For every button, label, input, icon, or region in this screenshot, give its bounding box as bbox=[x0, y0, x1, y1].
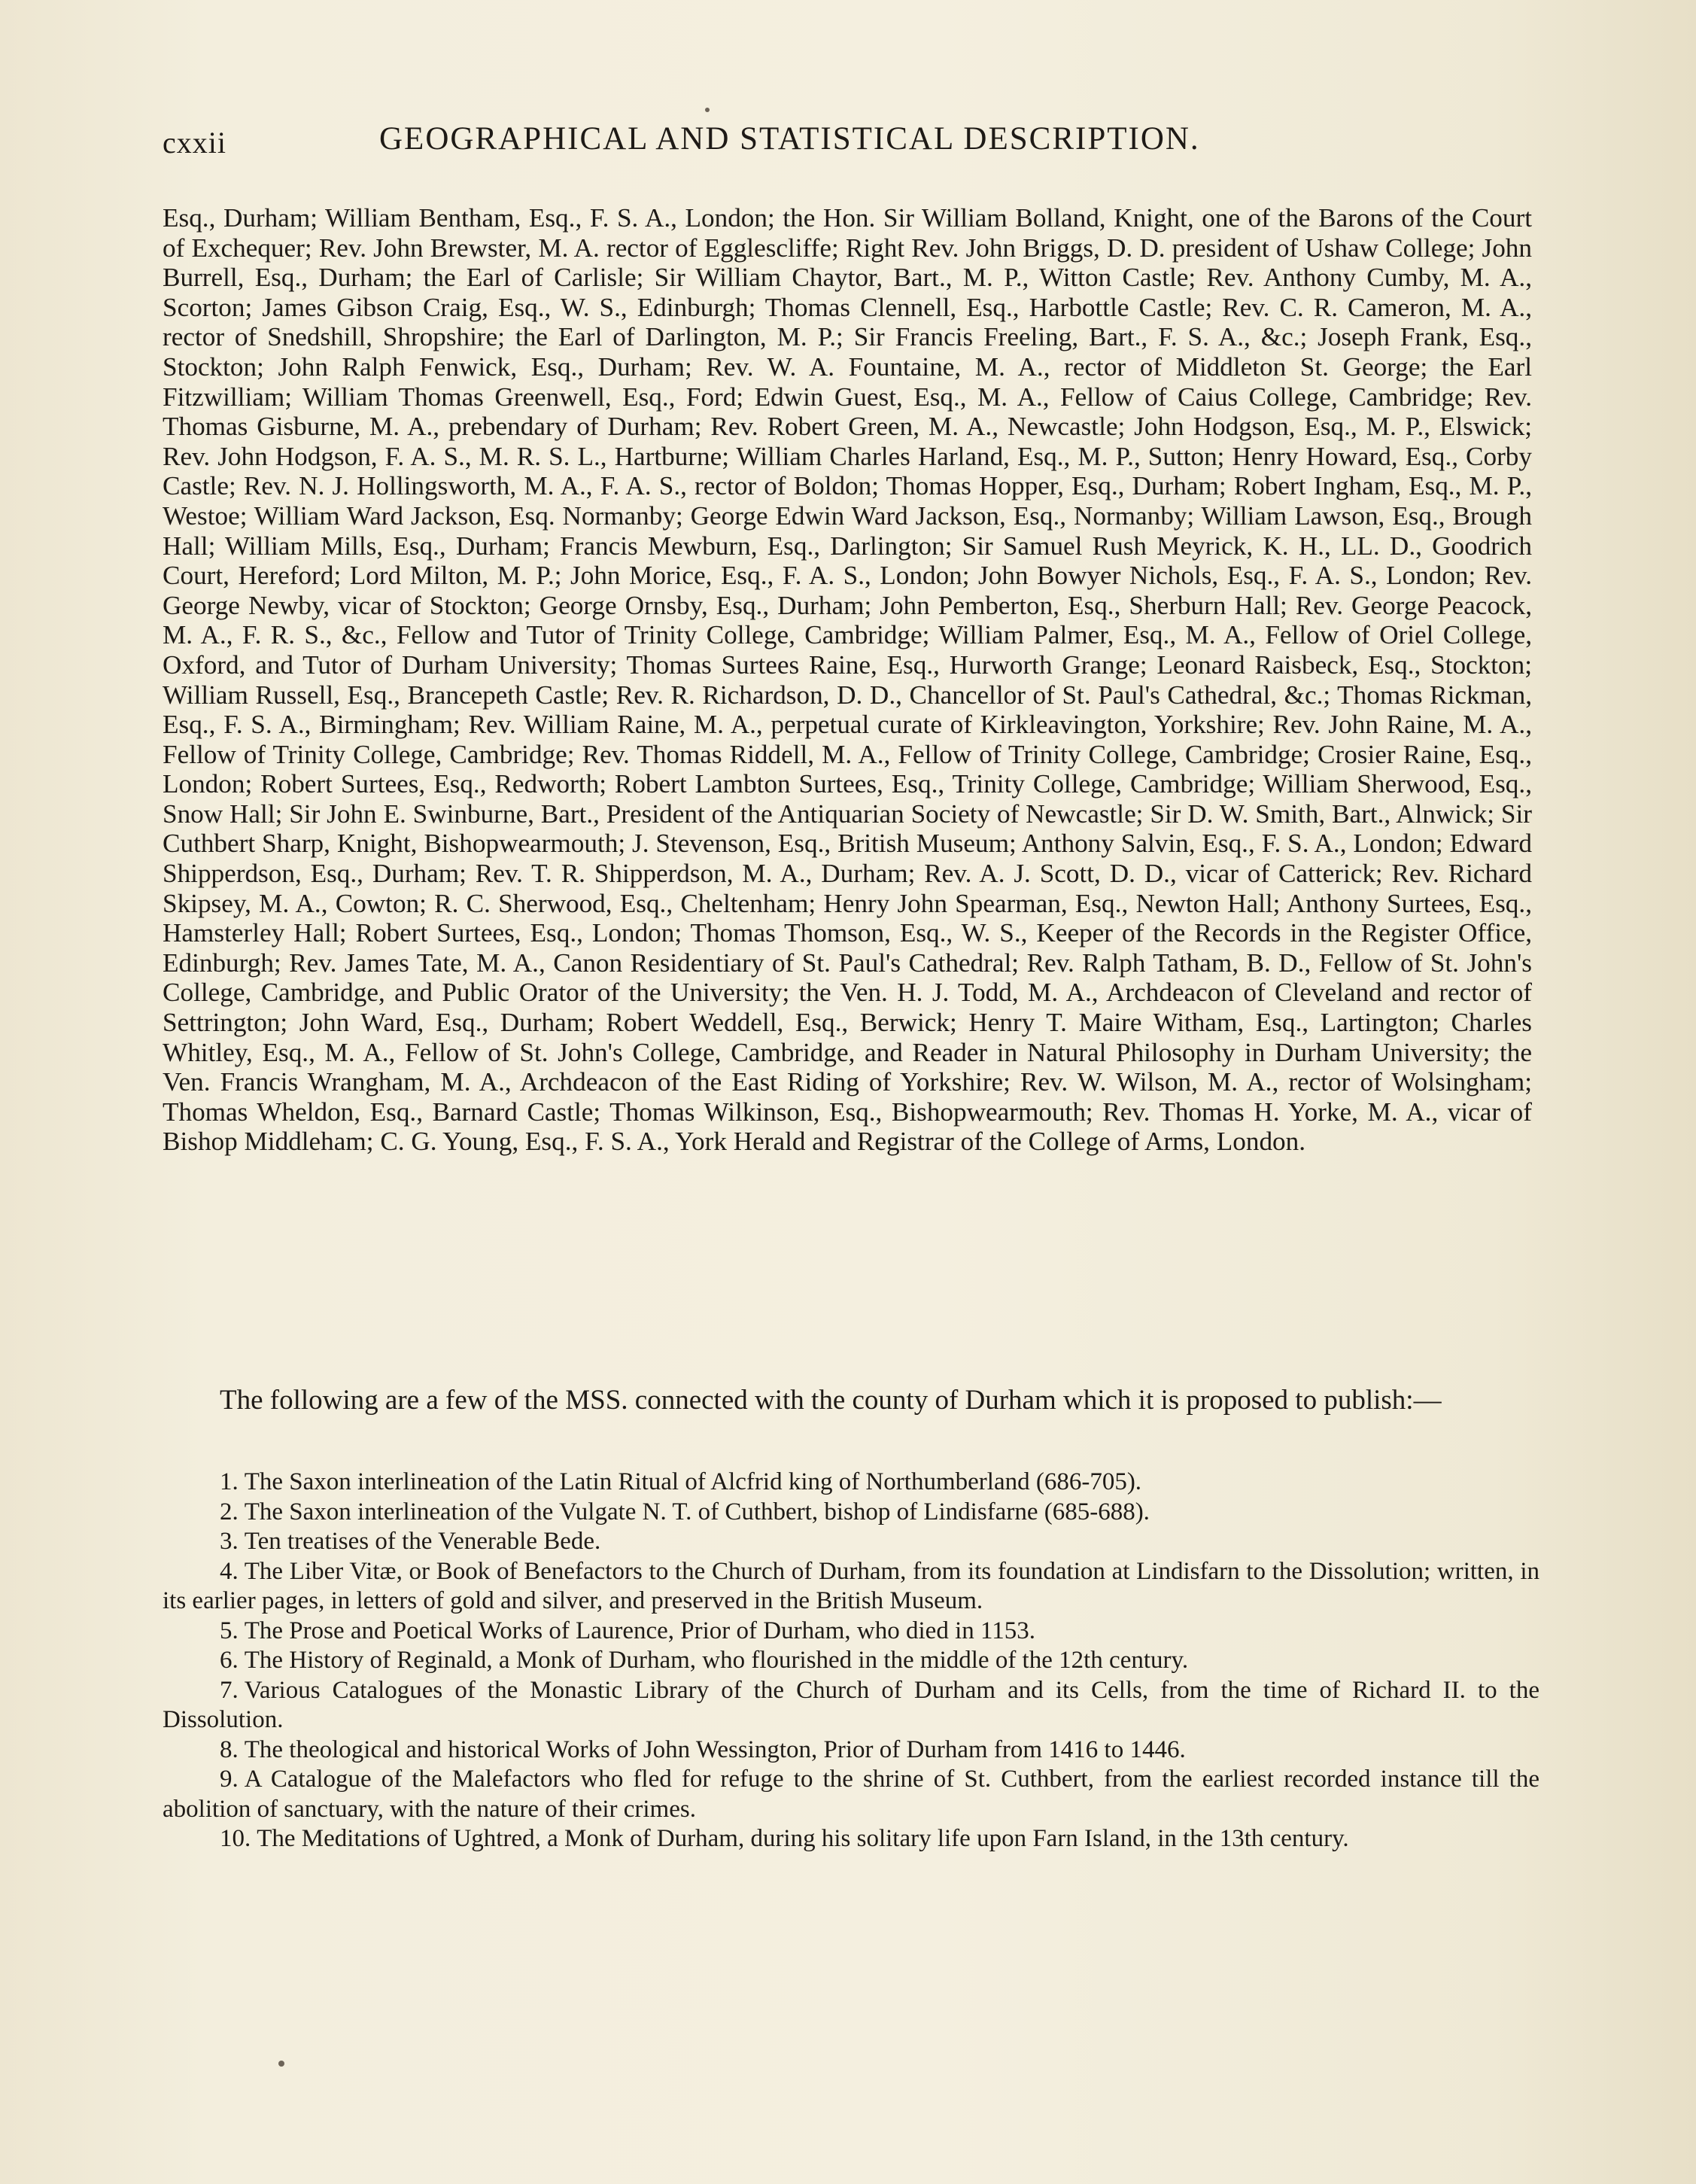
mss-item-number: 10. bbox=[220, 1825, 251, 1852]
mss-item-text: A Catalogue of the Malefactors who fled for refuge to the shrine of St. Cuthbert, from the earliest recorded instance till the abolition of sanctuary, with the nature of their crimes. bbox=[163, 1766, 1539, 1823]
mss-item-number: 9. bbox=[220, 1766, 239, 1793]
mss-item-text: The Meditations of Ughtred, a Monk of Durham, during his solitary life upon Farn Island, in the 13th century. bbox=[257, 1825, 1349, 1852]
mss-item bbox=[163, 1676, 1539, 1735]
mss-item-number: 6. bbox=[220, 1647, 239, 1674]
mss-item bbox=[163, 1824, 1539, 1854]
mss-list bbox=[163, 1468, 1539, 1854]
mss-item bbox=[163, 1735, 1539, 1766]
mss-item bbox=[163, 1468, 1539, 1498]
running-title: GEOGRAPHICAL AND STATISTICAL DESCRIPTION. bbox=[379, 121, 1200, 157]
mss-item-text: The Prose and Poetical Works of Laurence, Prior of Durham, who died in 1153. bbox=[244, 1617, 1036, 1644]
mss-intro-paragraph: The following are a few of the MSS. connected with the county of Durham which it is proposed to publish:— bbox=[220, 1385, 1442, 1416]
mss-item-number: 5. bbox=[220, 1617, 239, 1644]
mss-item-number: 7. bbox=[220, 1676, 239, 1704]
mss-item-text: The Saxon interlineation of the Vulgate N. T. of Cuthbert, bishop of Lindisfarne (685-688). bbox=[244, 1498, 1150, 1525]
mss-item bbox=[163, 1527, 1539, 1557]
mss-item-text: Various Catalogues of the Monastic Library of the Church of Durham and its Cells, from the time of Richard II. to the Dissolution. bbox=[163, 1676, 1539, 1733]
page-number: cxxii bbox=[163, 126, 226, 160]
mss-item bbox=[163, 1557, 1539, 1617]
paper-speck bbox=[278, 2061, 284, 2067]
mss-item-number: 1. bbox=[220, 1468, 239, 1495]
mss-item bbox=[163, 1765, 1539, 1824]
mss-item-number: 3. bbox=[220, 1528, 239, 1555]
mss-item-number: 4. bbox=[220, 1557, 239, 1585]
mss-item-text: The History of Reginald, a Monk of Durham, who flourished in the middle of the 12th century. bbox=[244, 1647, 1189, 1674]
mss-item-number: 8. bbox=[220, 1735, 239, 1763]
mss-item-number: 2. bbox=[220, 1498, 239, 1525]
mss-item bbox=[163, 1617, 1539, 1647]
subscriber-list-paragraph: Esq., Durham; William Bentham, Esq., F. S. A., London; the Hon. Sir William Bolland, Knight, one of the Barons of the Court of Exchequer; Rev. John Brewster, M. A. rector of Egglescliffe; Right Rev. John Briggs, D. D. president of Ushaw College; John Burrell, Esq., Durham; the Earl of Carlisle; Sir William Chaytor, Bart., M. P., Witton Castle; Rev. Anthony Cumby, M. A., Scorton; James Gibson Craig, Esq., W. S., Edinburgh; Thomas Clennell, Esq., Harbottle Castle; Rev. C. R. Cameron, M. A., rector of Snedshill, Shropshire; the Earl of Darlington, M. P.; Sir Francis Freeling, Bart., F. S. A., &c.; Joseph Frank, Esq., Stockton; John Ralph Fenwick, Esq., Durham; Rev. W. A. Fountaine, M. A., rector of Middleton St. George; the Earl Fitzwilliam; William Thomas Greenwell, Esq., Ford; Edwin Guest, Esq., M. A., Fellow of Caius College, Cambridge; Rev. Thomas Gisburne, M. A., prebendary of Durham; Rev. Robert Green, M. A., Newcastle; John Hodgson, Esq., M. P., Elswick; Rev. John Hodgson, F. A. S., M. R. S. L., Hartburne; William Charles Harland, Esq., M. P., Sutton; Henry Howard, Esq., Corby Castle; Rev. N. J. Hollingsworth, M. A., F. A. S., rector of Boldon; Thomas Hopper, Esq., Durham; Robert Ingham, Esq., M. P., Westoe; William Ward Jackson, Esq. Normanby; George Edwin Ward Jackson, Esq., Normanby; William Lawson, Esq., Brough Hall; William Mills, Esq., Durham; Francis Mewburn, Esq., Darlington; Sir Samuel Rush Meyrick, K. H., LL. D., Goodrich Court, Hereford; Lord Milton, M. P.; John Morice, Esq., F. A. S., London; John Bowyer Nichols, Esq., F. A. S., London; Rev. George Newby, vicar of Stockton; George Ornsby, Esq., Durham; John Pemberton, Esq., Sherburn Hall; Rev. George Peacock, M. A., F. R. S., &c., Fellow and Tutor of Trinity College, Cambridge; William Palmer, Esq., M. A., Fellow of Oriel College, Oxford, and Tutor of Durham University; Thomas Surtees Raine, Esq., Hurworth Grange; Leonard Raisbeck, Esq., Stockton; William Russell, Esq., Brancepeth Castle; Rev. R. Richardson, D. D., Chancellor of St. Paul's Cathedral, &c.; Thomas Rickman, Esq., F. S. A., Birmingham; Rev. William Raine, M. A., perpetual curate of Kirkleavington, Yorkshire; Rev. John Raine, M. A., Fellow of Trinity College, Cambridge; Rev. Thomas Riddell, M. A., Fellow of Trinity College, Cambridge; Crosier Raine, Esq., London; Robert Surtees, Esq., Redworth; Robert Lambton Surtees, Esq., Trinity College, Cambridge; William Sherwood, Esq., Snow Hall; Sir John E. Swinburne, Bart., President of the Antiquarian Society of Newcastle; Sir D. W. Smith, Bart., Alnwick; Sir Cuthbert Sharp, Knight, Bishopwearmouth; J. Stevenson, Esq., British Museum; Anthony Salvin, Esq., F. S. A., London; Edward Shipperdson, Esq., Durham; Rev. T. R. Shipperdson, M. A., Durham; Rev. A. J. Scott, D. D., vicar of Catterick; Rev. Richard Skipsey, M. A., Cowton; R. C. Sherwood, Esq., Cheltenham; Henry John Spearman, Esq., Newton Hall; Anthony Surtees, Esq., Hamsterley Hall; Robert Surtees, Esq., London; Thomas Thomson, Esq., W. S., Keeper of the Records in the Register Office, Edinburgh; Rev. James Tate, M. A., Canon Residentiary of St. Paul's Cathedral; Rev. Ralph Tatham, B. D., Fellow of St. John's College, Cambridge, and Public Orator of the University; the Ven. H. J. Todd, M. A., Archdeacon of Cleveland and rector of Settrington; John Ward, Esq., Durham; Robert Weddell, Esq., Berwick; Henry T. Maire Witham, Esq., Lartington; Charles Whitley, Esq., M. A., Fellow of St. John's College, Cambridge, and Reader in Natural Philosophy in Durham University; the Ven. Francis Wrangham, M. A., Archdeacon of the East Riding of Yorkshire; Rev. W. Wilson, M. A., rector of Wolsingham; Thomas Wheldon, Esq., Barnard Castle; Thomas Wilkinson, Esq., Bishopwearmouth; Rev. Thomas H. Yorke, M. A., vicar of Bishop Middleham; C. G. Young, Esq., F. S. A., York Herald and Registrar of the College of Arms, London. bbox=[163, 203, 1532, 1157]
mss-item bbox=[163, 1646, 1539, 1676]
mss-item-text: The Saxon interlineation of the Latin Ritual of Alcfrid king of Northumberland (686-705). bbox=[244, 1468, 1142, 1495]
paper-speck bbox=[705, 108, 710, 112]
mss-item-text: Ten treatises of the Venerable Bede. bbox=[244, 1528, 601, 1555]
mss-item-text: The Liber Vitæ, or Book of Benefactors to the Church of Durham, from its foundation at Lindisfarn to the Dissolution; written, in its earlier pages, in letters of gold and silver, and preserved in the British Museum. bbox=[163, 1557, 1539, 1614]
mss-item-text: The theological and historical Works of John Wessington, Prior of Durham from 1416 to 1446. bbox=[244, 1735, 1186, 1763]
mss-item bbox=[163, 1498, 1539, 1528]
